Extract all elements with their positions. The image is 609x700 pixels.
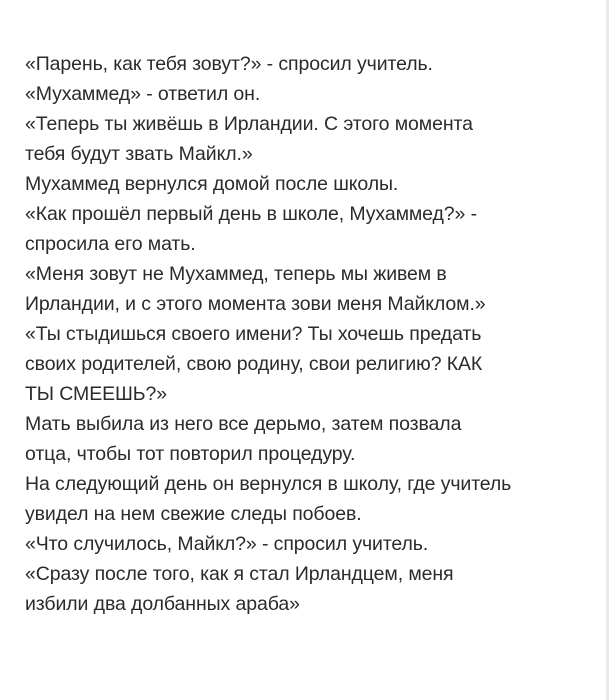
post-text: [25, 49, 600, 619]
text-line: своих родителей, свою родину, свои религию? КАК: [25, 353, 483, 375]
text-line: спросила его мать.: [25, 233, 196, 255]
text-line: «Сразу после того, как я стал Ирландцем, меня: [25, 563, 454, 585]
text-line: «Что случилось, Майкл?» - спросил учитель.: [25, 533, 429, 555]
text-line: «Теперь ты живёшь в Ирландии. С этого момента: [25, 113, 473, 135]
text-line: отца, чтобы тот повторил процедуру.: [25, 443, 356, 465]
text-line: На следующий день он вернулся в школу, где учитель: [25, 473, 512, 495]
text-line: «Ты стыдишься своего имени? Ты хочешь предать: [25, 323, 482, 345]
text-line: «Меня зовут не Мухаммед, теперь мы живем в: [25, 263, 447, 285]
text-line: «Как прошёл первый день в школе, Мухаммед?» -: [25, 203, 477, 225]
text-line: тебя будут звать Майкл.»: [25, 143, 253, 165]
text-line: Мухаммед вернулся домой после школы.: [25, 173, 399, 195]
text-line: «Парень, как тебя зовут?» - спросил учитель.: [25, 53, 433, 75]
text-line: Ирландии, и с этого момента зови меня Майклом.»: [25, 293, 486, 315]
text-line: Мать выбила из него все дерьмо, затем позвала: [25, 413, 462, 435]
text-line: избили два долбанных араба»: [25, 593, 300, 615]
text-line: «Мухаммед» - ответил он.: [25, 83, 261, 105]
text-line: увидел на нем свежие следы побоев.: [25, 503, 362, 525]
text-line: ТЫ СМЕЕШЬ?»: [25, 383, 167, 405]
